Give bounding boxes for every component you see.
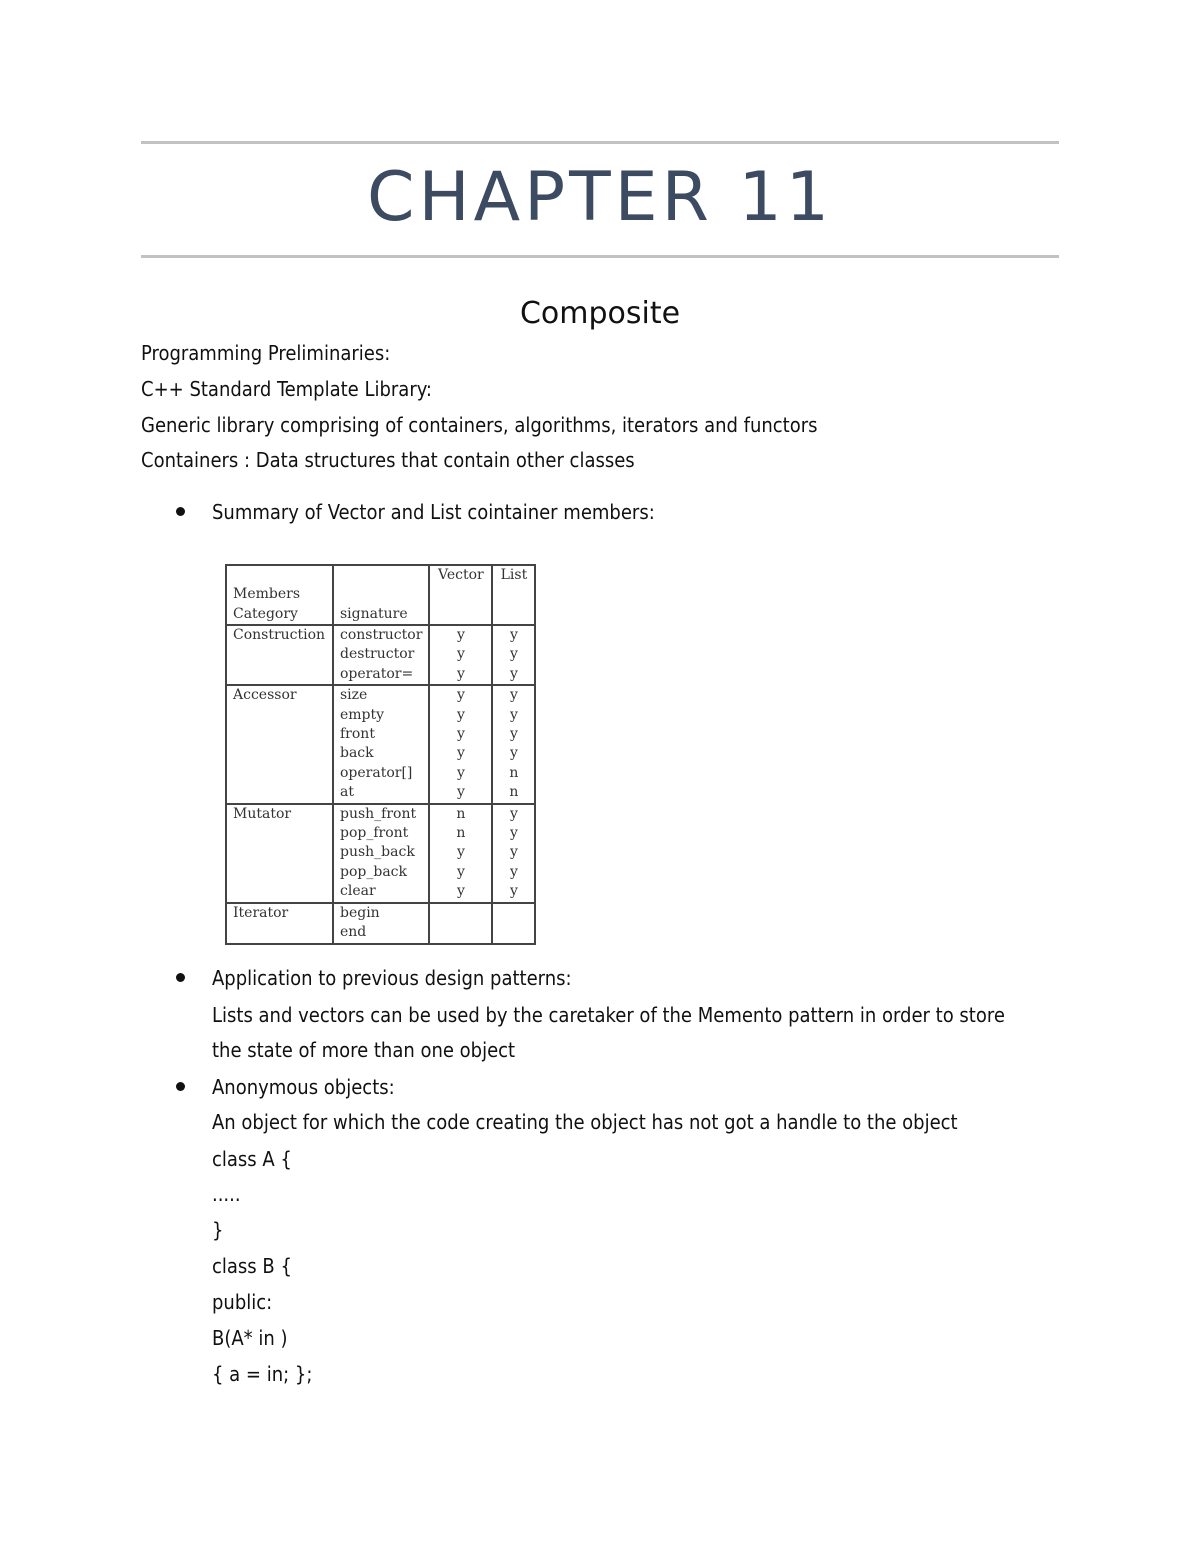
list-cell xyxy=(492,903,535,944)
code-line: class B { xyxy=(212,1254,292,1278)
bullet-application-title: Application to previous design patterns: xyxy=(212,966,572,990)
table-row xyxy=(226,804,535,903)
category-cell: Iterator xyxy=(226,903,333,944)
code-line: } xyxy=(212,1218,224,1242)
bullet-dot xyxy=(176,973,185,982)
intro-line: C++ Standard Template Library: xyxy=(141,377,432,401)
category-cell: Accessor xyxy=(226,685,333,803)
signature-cell: begin end xyxy=(333,903,429,944)
signature-cell: push_front pop_front push_back pop_back clear xyxy=(333,804,429,903)
section-title: Composite xyxy=(519,296,681,331)
code-line: { a = in; }; xyxy=(212,1362,313,1386)
list-cell: y y y y y xyxy=(492,804,535,903)
container-members-table xyxy=(225,564,536,945)
application-line: Lists and vectors can be used by the caretaker of the Memento pattern in order to store xyxy=(212,1003,1005,1027)
bullet-anonymous-title: Anonymous objects: xyxy=(212,1075,395,1099)
table-row xyxy=(226,903,535,944)
header-list: List xyxy=(492,565,535,625)
category-cell: Construction xyxy=(226,625,333,685)
list-cell: y y y y n n xyxy=(492,685,535,803)
bullet-summary-title: Summary of Vector and List cointainer members: xyxy=(212,500,655,524)
intro-line: Programming Preliminaries: xyxy=(141,341,391,365)
vector-cell: y y y xyxy=(429,625,492,685)
top-rule xyxy=(141,141,1059,144)
header-signature: signature xyxy=(333,565,429,625)
signature-cell: size empty front back operator[] at xyxy=(333,685,429,803)
intro-line: Generic library comprising of containers, algorithms, iterators and functors xyxy=(141,413,818,437)
code-line: B(A* in ) xyxy=(212,1326,288,1350)
code-line: ..... xyxy=(212,1182,241,1206)
list-cell: y y y xyxy=(492,625,535,685)
chapter-heading: CHAPTER 11 xyxy=(366,158,834,237)
table-header-row xyxy=(226,565,535,625)
intro-line: Containers : Data structures that contain other classes xyxy=(141,448,635,472)
vector-cell xyxy=(429,903,492,944)
vector-cell: n n y y y xyxy=(429,804,492,903)
code-line: public: xyxy=(212,1290,273,1314)
vector-cell: y y y y y y xyxy=(429,685,492,803)
table-row xyxy=(226,685,535,803)
table-row xyxy=(226,625,535,685)
application-line: the state of more than one object xyxy=(212,1038,516,1062)
code-line: class A { xyxy=(212,1147,292,1171)
header-category: Members Category xyxy=(226,565,333,625)
bottom-rule xyxy=(141,255,1059,258)
signature-cell: constructor destructor operator= xyxy=(333,625,429,685)
anonymous-line: An object for which the code creating the object has not got a handle to the object xyxy=(212,1110,958,1134)
category-cell: Mutator xyxy=(226,804,333,903)
bullet-dot xyxy=(176,507,185,516)
bullet-dot xyxy=(176,1082,185,1091)
header-vector: Vector xyxy=(429,565,492,625)
